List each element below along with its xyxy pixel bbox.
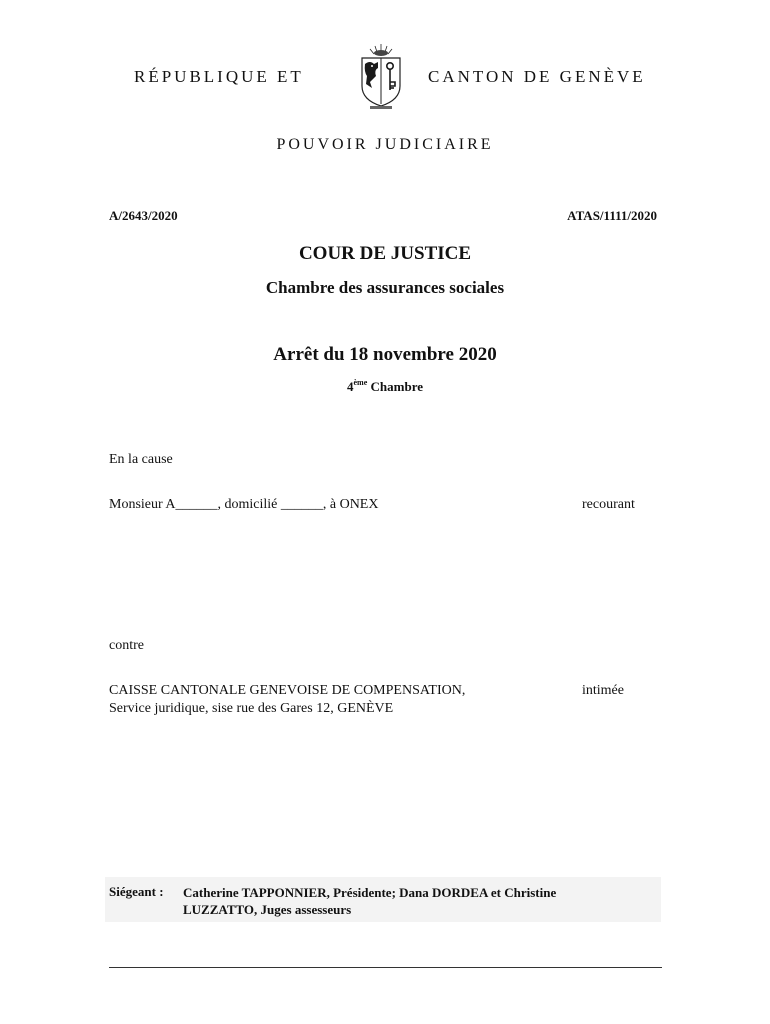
decision-number: ATAS/1111/2020 bbox=[567, 208, 657, 223]
cause-intro: En la cause bbox=[109, 452, 173, 467]
appellant-name: Monsieur A______, domicilié ______, à ONEX bbox=[109, 497, 379, 512]
appellant-role: recourant bbox=[582, 497, 635, 512]
chamber-name: Chambre des assurances sociales bbox=[265, 278, 505, 297]
bench-label: Siégeant : bbox=[109, 884, 164, 899]
versus-label: contre bbox=[109, 638, 144, 653]
geneva-coat-of-arms-icon bbox=[356, 42, 406, 110]
header-canton: CANTON DE GENÈVE bbox=[428, 67, 646, 86]
court-name: COUR DE JUSTICE bbox=[298, 243, 472, 264]
case-number: A/2643/2020 bbox=[109, 208, 178, 223]
header-republique: RÉPUBLIQUE ET bbox=[134, 67, 304, 86]
judgment-date: Arrêt du 18 novembre 2020 bbox=[273, 344, 497, 365]
respondent-address: Service juridique, sise rue des Gares 12, GENÈVE bbox=[109, 701, 394, 716]
bench-members: Catherine TAPPONNIER, Présidente; Dana DORDEA et Christine LUZZATTO, Juges assesseurs bbox=[183, 885, 557, 917]
respondent-role: intimée bbox=[582, 683, 624, 698]
respondent-name: CAISSE CANTONALE GENEVOISE DE COMPENSATION, bbox=[109, 683, 466, 698]
chamber-number-word: Chambre bbox=[370, 379, 423, 394]
pouvoir-judiciaire: POUVOIR JUDICIAIRE bbox=[276, 136, 494, 153]
chamber-number-suffix: ème bbox=[353, 378, 368, 387]
chamber-number bbox=[0, 378, 770, 395]
chamber-number-digit: 4 bbox=[347, 379, 354, 394]
footer-divider bbox=[109, 967, 662, 968]
